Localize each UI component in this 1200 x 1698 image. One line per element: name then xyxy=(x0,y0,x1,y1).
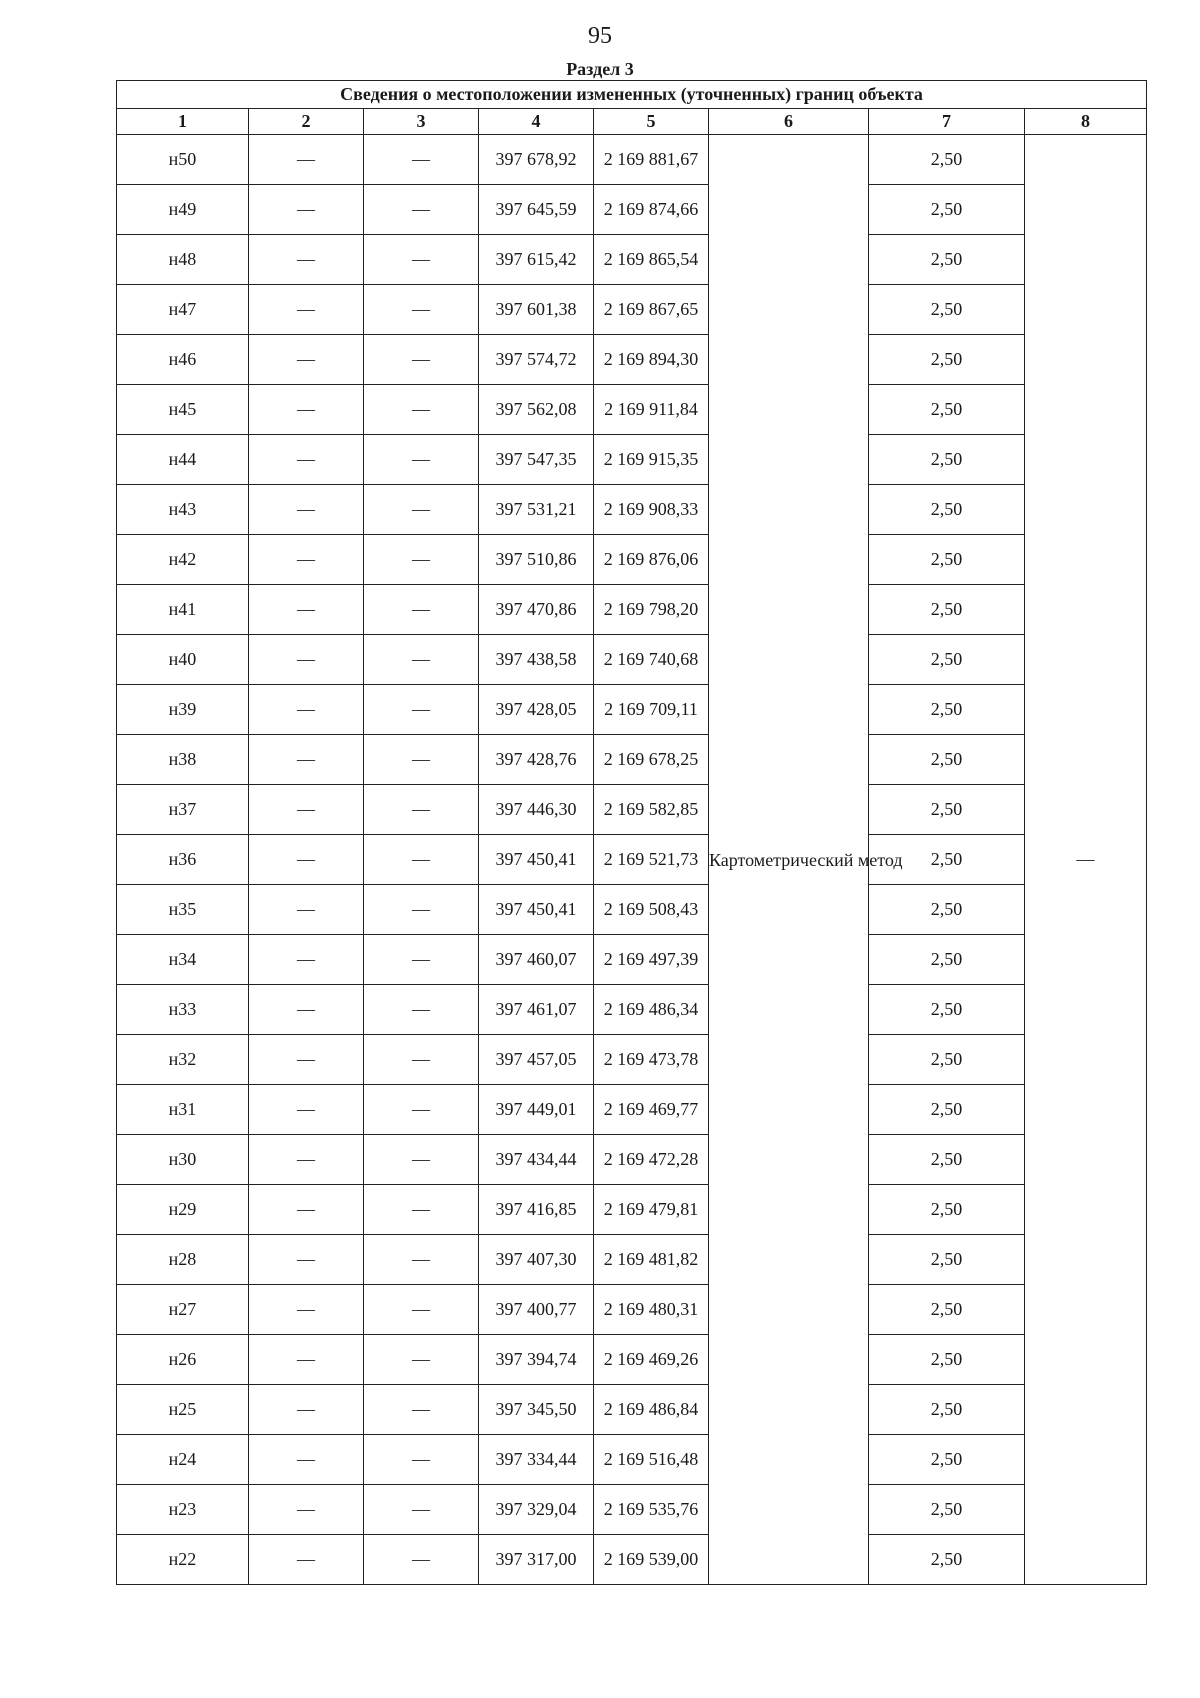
y-coordinate-cell: 2 169 867,65 xyxy=(594,285,709,335)
page-number: 95 xyxy=(588,23,612,49)
table-row xyxy=(117,285,1147,335)
accuracy-cell: 2,50 xyxy=(869,1085,1025,1135)
table-row xyxy=(117,335,1147,385)
point-number-cell: н34 xyxy=(117,935,249,985)
point-number-cell: н30 xyxy=(117,1135,249,1185)
point-number-cell: н45 xyxy=(117,385,249,435)
x-coordinate-cell: 397 334,44 xyxy=(479,1435,594,1485)
y-coordinate-cell: 2 169 582,85 xyxy=(594,785,709,835)
point-number-cell: н28 xyxy=(117,1235,249,1285)
y-coordinate-cell: 2 169 521,73 xyxy=(594,835,709,885)
accuracy-cell: 2,50 xyxy=(869,1435,1025,1485)
point-number-cell: н46 xyxy=(117,335,249,385)
col3-cell: — xyxy=(364,235,479,285)
point-number-cell: н25 xyxy=(117,1385,249,1435)
col3-cell: — xyxy=(364,685,479,735)
col3-cell: — xyxy=(364,635,479,685)
x-coordinate-cell: 397 450,41 xyxy=(479,835,594,885)
accuracy-cell: 2,50 xyxy=(869,1385,1025,1435)
col2-cell: — xyxy=(249,585,364,635)
y-coordinate-cell: 2 169 915,35 xyxy=(594,435,709,485)
accuracy-cell: 2,50 xyxy=(869,385,1025,435)
col2-cell: — xyxy=(249,1085,364,1135)
col3-cell: — xyxy=(364,1135,479,1185)
point-number-cell: н23 xyxy=(117,1485,249,1535)
col2-cell: — xyxy=(249,885,364,935)
point-number-cell: н43 xyxy=(117,485,249,535)
col2-cell: — xyxy=(249,835,364,885)
y-coordinate-cell: 2 169 486,84 xyxy=(594,1385,709,1435)
x-coordinate-cell: 397 460,07 xyxy=(479,935,594,985)
point-number-cell: н22 xyxy=(117,1535,249,1585)
col3-cell: — xyxy=(364,585,479,635)
col3-cell: — xyxy=(364,385,479,435)
y-coordinate-cell: 2 169 516,48 xyxy=(594,1435,709,1485)
col3-cell: — xyxy=(364,485,479,535)
accuracy-cell: 2,50 xyxy=(869,935,1025,985)
x-coordinate-cell: 397 428,76 xyxy=(479,735,594,785)
table-row xyxy=(117,735,1147,785)
table-row xyxy=(117,385,1147,435)
y-coordinate-cell: 2 169 497,39 xyxy=(594,935,709,985)
table-row xyxy=(117,1235,1147,1285)
accuracy-cell: 2,50 xyxy=(869,735,1025,785)
x-coordinate-cell: 397 394,74 xyxy=(479,1335,594,1385)
col3-cell: — xyxy=(364,1385,479,1435)
x-coordinate-cell: 397 345,50 xyxy=(479,1385,594,1435)
accuracy-cell: 2,50 xyxy=(869,1185,1025,1235)
col2-cell: — xyxy=(249,1335,364,1385)
col3-cell: — xyxy=(364,1535,479,1585)
table-row xyxy=(117,785,1147,835)
x-coordinate-cell: 397 400,77 xyxy=(479,1285,594,1335)
col2-cell: — xyxy=(249,535,364,585)
accuracy-cell: 2,50 xyxy=(869,635,1025,685)
y-coordinate-cell: 2 169 865,54 xyxy=(594,235,709,285)
x-coordinate-cell: 397 470,86 xyxy=(479,585,594,635)
table-row xyxy=(117,535,1147,585)
col2-cell: — xyxy=(249,985,364,1035)
col3-cell: — xyxy=(364,985,479,1035)
column-number: 4 xyxy=(479,109,594,135)
accuracy-cell: 2,50 xyxy=(869,285,1025,335)
y-coordinate-cell: 2 169 678,25 xyxy=(594,735,709,785)
x-coordinate-cell: 397 615,42 xyxy=(479,235,594,285)
table-row xyxy=(117,935,1147,985)
col2-cell: — xyxy=(249,135,364,185)
x-coordinate-cell: 397 434,44 xyxy=(479,1135,594,1185)
point-number-cell: н33 xyxy=(117,985,249,1035)
table-row xyxy=(117,685,1147,735)
point-number-cell: н50 xyxy=(117,135,249,185)
table-row xyxy=(117,585,1147,635)
point-number-cell: н36 xyxy=(117,835,249,885)
x-coordinate-cell: 397 450,41 xyxy=(479,885,594,935)
col2-cell: — xyxy=(249,435,364,485)
col3-cell: — xyxy=(364,785,479,835)
point-number-cell: н27 xyxy=(117,1285,249,1335)
table-row xyxy=(117,1335,1147,1385)
accuracy-cell: 2,50 xyxy=(869,1285,1025,1335)
table-caption: Сведения о местоположении измененных (уточненных) границ объекта xyxy=(117,81,1147,109)
accuracy-cell: 2,50 xyxy=(869,585,1025,635)
col3-cell: — xyxy=(364,285,479,335)
table-row xyxy=(117,1135,1147,1185)
table-row xyxy=(117,1035,1147,1085)
col3-cell: — xyxy=(364,1285,479,1335)
col2-cell: — xyxy=(249,485,364,535)
col3-cell: — xyxy=(364,135,479,185)
x-coordinate-cell: 397 601,38 xyxy=(479,285,594,335)
accuracy-cell: 2,50 xyxy=(869,785,1025,835)
column-number: 8 xyxy=(1025,109,1147,135)
y-coordinate-cell: 2 169 486,34 xyxy=(594,985,709,1035)
col3-cell: — xyxy=(364,435,479,485)
col3-cell: — xyxy=(364,335,479,385)
accuracy-cell: 2,50 xyxy=(869,685,1025,735)
x-coordinate-cell: 397 461,07 xyxy=(479,985,594,1035)
boundary-coordinates-table xyxy=(116,80,1147,1585)
point-number-cell: н35 xyxy=(117,885,249,935)
y-coordinate-cell: 2 169 481,82 xyxy=(594,1235,709,1285)
y-coordinate-cell: 2 169 740,68 xyxy=(594,635,709,685)
y-coordinate-cell: 2 169 508,43 xyxy=(594,885,709,935)
col2-cell: — xyxy=(249,185,364,235)
accuracy-cell: 2,50 xyxy=(869,335,1025,385)
point-number-cell: н26 xyxy=(117,1335,249,1385)
accuracy-cell: 2,50 xyxy=(869,485,1025,535)
point-number-cell: н29 xyxy=(117,1185,249,1235)
y-coordinate-cell: 2 169 911,84 xyxy=(594,385,709,435)
col2-cell: — xyxy=(249,1285,364,1335)
accuracy-cell: 2,50 xyxy=(869,1335,1025,1385)
y-coordinate-cell: 2 169 874,66 xyxy=(594,185,709,235)
col2-cell: — xyxy=(249,385,364,435)
column-number: 3 xyxy=(364,109,479,135)
table-row xyxy=(117,1535,1147,1585)
col3-cell: — xyxy=(364,185,479,235)
col2-cell: — xyxy=(249,935,364,985)
point-number-cell: н42 xyxy=(117,535,249,585)
col2-cell: — xyxy=(249,1435,364,1485)
accuracy-cell: 2,50 xyxy=(869,235,1025,285)
column-number: 5 xyxy=(594,109,709,135)
accuracy-cell: 2,50 xyxy=(869,985,1025,1035)
table-row xyxy=(117,635,1147,685)
point-number-cell: н31 xyxy=(117,1085,249,1135)
accuracy-cell: 2,50 xyxy=(869,535,1025,585)
table-row xyxy=(117,1435,1147,1485)
point-number-cell: н38 xyxy=(117,735,249,785)
table-row xyxy=(117,1485,1147,1535)
table-row xyxy=(117,985,1147,1035)
x-coordinate-cell: 397 416,85 xyxy=(479,1185,594,1235)
col3-cell: — xyxy=(364,1235,479,1285)
y-coordinate-cell: 2 169 480,31 xyxy=(594,1285,709,1335)
col2-cell: — xyxy=(249,735,364,785)
y-coordinate-cell: 2 169 479,81 xyxy=(594,1185,709,1235)
x-coordinate-cell: 397 438,58 xyxy=(479,635,594,685)
col3-cell: — xyxy=(364,1335,479,1385)
y-coordinate-cell: 2 169 469,77 xyxy=(594,1085,709,1135)
col3-cell: — xyxy=(364,885,479,935)
col2-cell: — xyxy=(249,1535,364,1585)
point-number-cell: н37 xyxy=(117,785,249,835)
col3-cell: — xyxy=(364,735,479,785)
section-title: Раздел 3 xyxy=(566,59,634,79)
x-coordinate-cell: 397 329,04 xyxy=(479,1485,594,1535)
x-coordinate-cell: 397 645,59 xyxy=(479,185,594,235)
table-row xyxy=(117,235,1147,285)
accuracy-cell: 2,50 xyxy=(869,1135,1025,1185)
column-number: 1 xyxy=(117,109,249,135)
point-number-cell: н32 xyxy=(117,1035,249,1085)
col2-cell: — xyxy=(249,1035,364,1085)
point-number-cell: н47 xyxy=(117,285,249,335)
x-coordinate-cell: 397 531,21 xyxy=(479,485,594,535)
x-coordinate-cell: 397 449,01 xyxy=(479,1085,594,1135)
accuracy-cell: 2,50 xyxy=(869,135,1025,185)
col2-cell: — xyxy=(249,685,364,735)
x-coordinate-cell: 397 562,08 xyxy=(479,385,594,435)
col3-cell: — xyxy=(364,835,479,885)
col8-cell: — xyxy=(1025,135,1147,1585)
col3-cell: — xyxy=(364,1435,479,1485)
table-row xyxy=(117,1185,1147,1235)
accuracy-cell: 2,50 xyxy=(869,885,1025,935)
x-coordinate-cell: 397 678,92 xyxy=(479,135,594,185)
point-number-cell: н44 xyxy=(117,435,249,485)
point-number-cell: н49 xyxy=(117,185,249,235)
x-coordinate-cell: 397 574,72 xyxy=(479,335,594,385)
y-coordinate-cell: 2 169 908,33 xyxy=(594,485,709,535)
col2-cell: — xyxy=(249,335,364,385)
x-coordinate-cell: 397 407,30 xyxy=(479,1235,594,1285)
x-coordinate-cell: 397 510,86 xyxy=(479,535,594,585)
col2-cell: — xyxy=(249,635,364,685)
point-number-cell: н24 xyxy=(117,1435,249,1485)
col2-cell: — xyxy=(249,1135,364,1185)
column-number-row xyxy=(117,109,1147,135)
x-coordinate-cell: 397 317,00 xyxy=(479,1535,594,1585)
column-number: 7 xyxy=(869,109,1025,135)
point-number-cell: н48 xyxy=(117,235,249,285)
table-row xyxy=(117,135,1147,185)
table-row xyxy=(117,885,1147,935)
x-coordinate-cell: 397 446,30 xyxy=(479,785,594,835)
y-coordinate-cell: 2 169 709,11 xyxy=(594,685,709,735)
y-coordinate-cell: 2 169 473,78 xyxy=(594,1035,709,1085)
y-coordinate-cell: 2 169 894,30 xyxy=(594,335,709,385)
col2-cell: — xyxy=(249,1185,364,1235)
point-number-cell: н41 xyxy=(117,585,249,635)
accuracy-cell: 2,50 xyxy=(869,1035,1025,1085)
col2-cell: — xyxy=(249,1485,364,1535)
col2-cell: — xyxy=(249,1235,364,1285)
accuracy-cell: 2,50 xyxy=(869,1485,1025,1535)
y-coordinate-cell: 2 169 798,20 xyxy=(594,585,709,635)
col2-cell: — xyxy=(249,285,364,335)
col3-cell: — xyxy=(364,1485,479,1535)
col3-cell: — xyxy=(364,1035,479,1085)
x-coordinate-cell: 397 428,05 xyxy=(479,685,594,735)
point-number-cell: н40 xyxy=(117,635,249,685)
x-coordinate-cell: 397 457,05 xyxy=(479,1035,594,1085)
table-row xyxy=(117,485,1147,535)
table-row xyxy=(117,1385,1147,1435)
accuracy-cell: 2,50 xyxy=(869,1535,1025,1585)
accuracy-cell: 2,50 xyxy=(869,435,1025,485)
table-row xyxy=(117,1085,1147,1135)
y-coordinate-cell: 2 169 472,28 xyxy=(594,1135,709,1185)
y-coordinate-cell: 2 169 535,76 xyxy=(594,1485,709,1535)
column-number: 2 xyxy=(249,109,364,135)
y-coordinate-cell: 2 169 881,67 xyxy=(594,135,709,185)
y-coordinate-cell: 2 169 876,06 xyxy=(594,535,709,585)
point-number-cell: н39 xyxy=(117,685,249,735)
table-row xyxy=(117,835,1147,885)
table-row xyxy=(117,1285,1147,1335)
col3-cell: — xyxy=(364,1085,479,1135)
col2-cell: — xyxy=(249,235,364,285)
col3-cell: — xyxy=(364,535,479,585)
y-coordinate-cell: 2 169 469,26 xyxy=(594,1335,709,1385)
col3-cell: — xyxy=(364,935,479,985)
column-number: 6 xyxy=(709,109,869,135)
x-coordinate-cell: 397 547,35 xyxy=(479,435,594,485)
table-body xyxy=(117,135,1147,1585)
col2-cell: — xyxy=(249,785,364,835)
accuracy-cell: 2,50 xyxy=(869,1235,1025,1285)
method-cell: Картометрический метод xyxy=(709,135,869,1585)
col2-cell: — xyxy=(249,1385,364,1435)
col3-cell: — xyxy=(364,1185,479,1235)
accuracy-cell: 2,50 xyxy=(869,835,1025,885)
accuracy-cell: 2,50 xyxy=(869,185,1025,235)
table-row xyxy=(117,185,1147,235)
table-row xyxy=(117,435,1147,485)
y-coordinate-cell: 2 169 539,00 xyxy=(594,1535,709,1585)
